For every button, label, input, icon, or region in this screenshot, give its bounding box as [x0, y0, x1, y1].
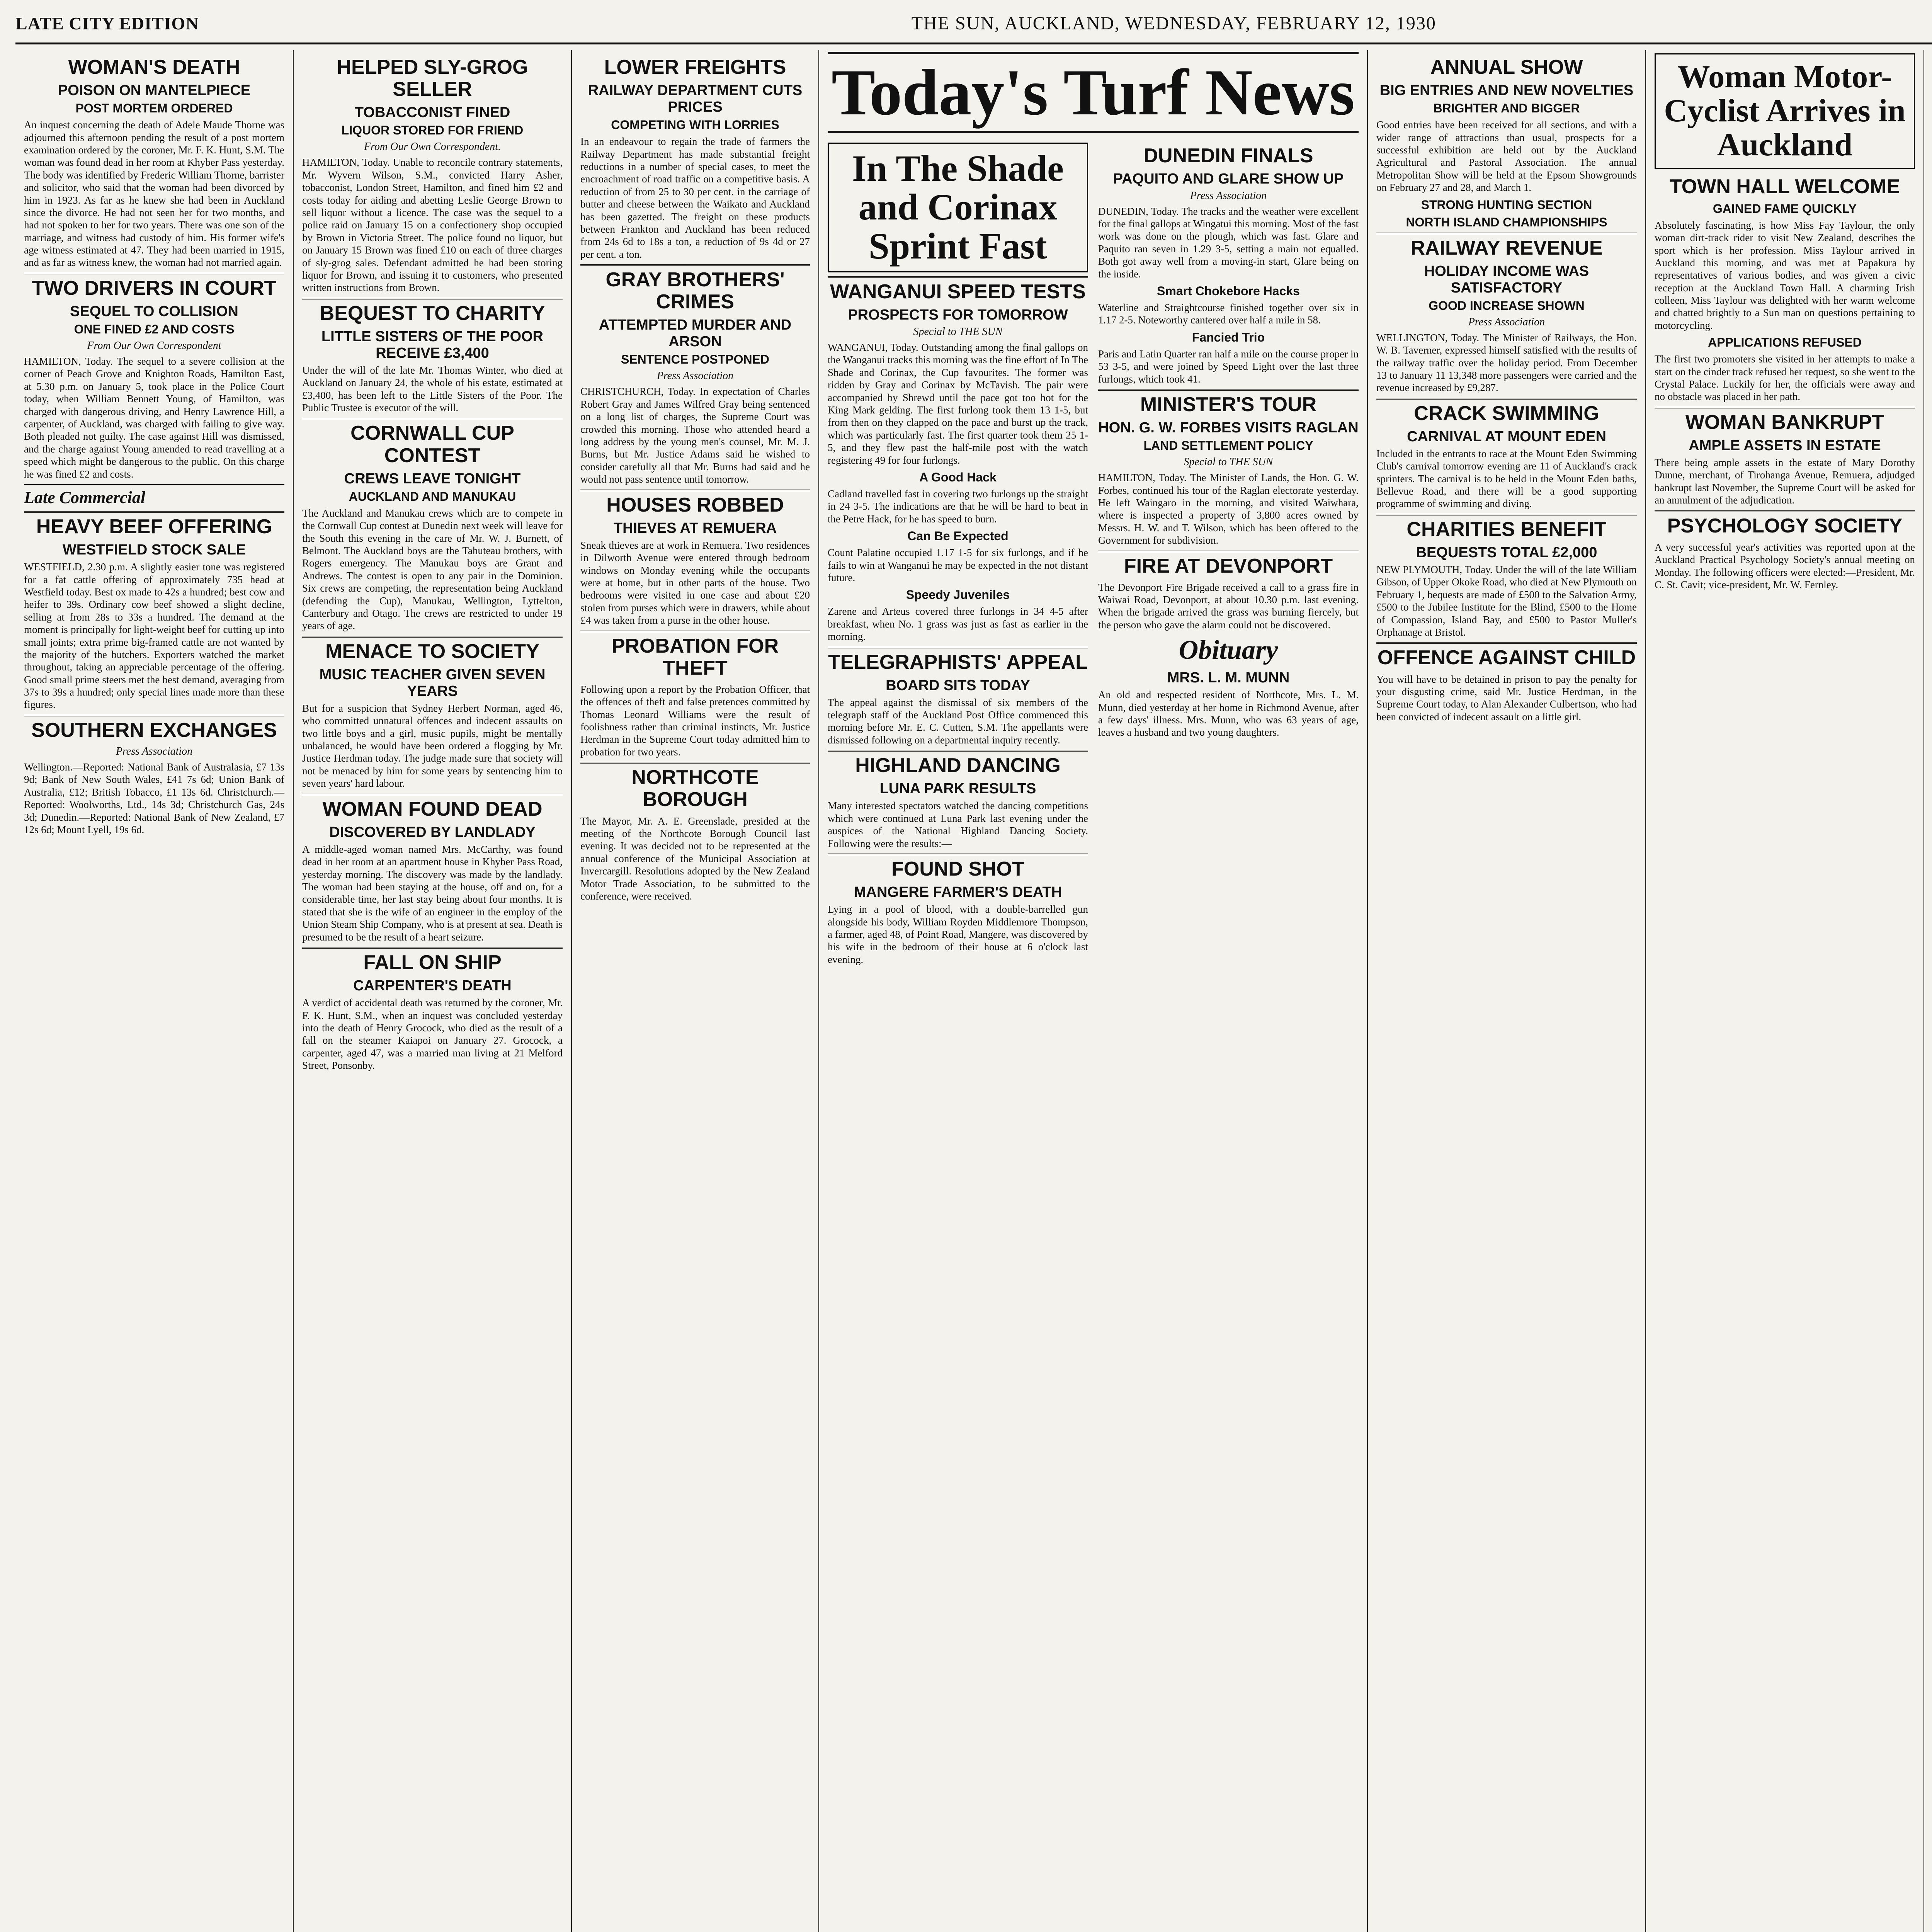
turf-right [1098, 139, 1359, 970]
article-body: HAMILTON, Today. The sequel to a severe collision at the corner of Peach Grove and Knighton Roads, Hamilton East, at 5.30 p.m. on January 5, took place in the Police Court today, when William Bennett Young, of Hamilton, was charged with dangerous driving, and Henry Lawrence Hill, a carpenter, of Auckland, was charged with failing to give way. Both pleaded not guilty. The case against Hill was dismissed, and the charge against Young amended to read travelling at a speed which might be dangerous to the public. On this charge he was fined £2 and costs. [24, 355, 284, 480]
article-headline: WOMAN'S DEATH [68, 56, 240, 78]
obituary-label: Obituary [1179, 635, 1278, 665]
article-headline: SOUTHERN EXCHANGES [24, 715, 284, 742]
article-subhead: BIG ENTRIES AND NEW NOVELTIES [1379, 82, 1634, 99]
article-body: Sneak thieves are at work in Remuera. Two residences in Dilworth Avenue were entered through bedroom windows on Monday evening while the occupants were at home, but in other parts of the house. Two bedrooms were visited in one case and about £20 stolen from purses which were in drawers, while about £4 was taken from a purse in the other house. [580, 539, 810, 626]
article-headline: PROBATION FOR THEFT [580, 631, 810, 679]
turf-left [828, 139, 1088, 970]
column-1 [15, 50, 294, 1932]
article-body: DUNEDIN, Today. The tracks and the weather were excellent for the final gallops at Wingatui this morning. Most of the fast work was done on the plough, which was fast. Glare and Paquito ran seven in 1.29 3-5, setting a main not equalled. Both got away well from a moving-in start, Glare being on the inside. [1098, 205, 1359, 280]
article-headline: RAILWAY REVENUE [1376, 233, 1637, 259]
article-subhead: DISCOVERED BY LANDLADY [329, 824, 536, 840]
article-subhead: MANGERE FARMER'S DEATH [854, 884, 1062, 901]
article-kicker: BRIGHTER AND BIGGER [1433, 101, 1580, 116]
article-credit: Press Association [656, 370, 734, 382]
section-subheading: Fancied Trio [1192, 330, 1265, 344]
article-headline: FIRE AT DEVONPORT [1098, 551, 1359, 577]
article-headline: WANGANUI SPEED TESTS [828, 276, 1088, 303]
article-kicker: GAINED FAME QUICKLY [1713, 201, 1857, 216]
column-7 [1924, 50, 1932, 1932]
article-headline: TWO DRIVERS IN COURT [24, 273, 284, 299]
article-subhead: THIEVES AT REMUERA [613, 520, 777, 536]
article-kicker: POST MORTEM ORDERED [75, 101, 233, 116]
article-headline: PSYCHOLOGY SOCIETY [1655, 510, 1915, 537]
article-subhead: CREWS LEAVE TONIGHT [344, 470, 521, 487]
section-subheading: Smart Chokebore Hacks [1157, 284, 1300, 298]
article-subhead: PAQUITO AND GLARE SHOW UP [1113, 170, 1344, 187]
turf-banner: Today's Turf News [828, 52, 1359, 133]
article-body: Good entries have been received for all sections, and with a wider range of attractions than usual, prospects for a successful exhibition are held out by the Auckland Agricultural and Pastoral Association. The annual Metropolitan Show will be held at the Epsom Showgrounds on February 27 and 28, and March 1. [1376, 119, 1637, 194]
article-subhead: RAILWAY DEPARTMENT CUTS PRICES [588, 82, 803, 116]
article-headline: MINISTER'S TOUR [1098, 389, 1359, 416]
article-credit: Special to THE SUN [913, 326, 1003, 338]
article-subhead: HOLIDAY INCOME WAS SATISFACTORY [1424, 263, 1589, 296]
article-headline: CRACK SWIMMING [1376, 398, 1637, 425]
article-credit: Press Association [1190, 189, 1267, 202]
article-body: In an endeavour to regain the trade of farmers the Railway Department has made substantial freight reductions in a number of special cases, to meet the encroachment of road traffic on a competitive basis. A reduction of from 25 to 30 per cent. in the carriage of butter and cheese between the Waikato and Auckland has been gazetted. The freight on these products between Frankton and Auckland has been reduced from 24s 6d to 18s a ton, a reduction of 9s 4d or 27 per cent. a ton. [580, 136, 810, 260]
article-body: A middle-aged woman named Mrs. McCarthy, was found dead in her room at an apartment house in Khyber Pass Road, yesterday morning. The discovery was made by the landlady. The woman had been staying at the house, off and on, for a considerable time, her last stay being about four months. It is stated that she is the wife of an engineer in the employ of the Union Steam Ship Company, who is at present at sea. Death is presumed to be the result of a heart seizure. [302, 843, 563, 943]
edition-label: LATE CITY EDITION [15, 13, 199, 33]
article-headline: TELEGRAPHISTS' APPEAL [828, 647, 1088, 673]
article-body: Following upon a report by the Probation Officer, that the offences of theft and false pretences committed by Thomas Leonard Williams were the result of foolishness rather than criminal instincts, Mr. Justice Herdman in the Supreme Court today admitted him to probation for two years. [580, 683, 810, 758]
section-subheading: NORTH ISLAND CHAMPIONSHIPS [1406, 215, 1607, 229]
article-body: There being ample assets in the estate of Mary Dorothy Dunne, merchant, of Tirohanga Avenue, Remuera, adjudged bankrupt last November, the Supreme Court will be asked for an annulment of the adjudication. [1655, 457, 1915, 506]
article-body: Wellington.—Reported: National Bank of Australasia, £7 13s 9d; Bank of New South Wales, £41 7s 6d; Union Bank of Australia, £12; British Tobacco, £1 13s 6d. Christchurch.—Reported: Woolworths, Ltd., 14s 3d; Christchurch Gas, 24s 3d; Dunedin.—Reported: National Bank of New Zealand, £7 12s 6d; Mount Lyell, 19s 6d. [24, 761, 284, 835]
article-body: The first two promoters she visited in her attempts to make a start on the cinder track refused her request, so she went to the Crystal Palace. Luckily for her, the officials were away and no obstacle was placed in her path. [1655, 353, 1915, 403]
article-headline: HELPED SLY-GROG SELLER [337, 56, 528, 101]
article-body: Cadland travelled fast in covering two furlongs up the straight in 24 3-5. The indications are that he will be hard to beat in the Petre Hack, for he has speed to burn. [828, 488, 1088, 525]
article-kicker: AUCKLAND AND MANUKAU [349, 489, 516, 503]
article-body: WELLINGTON, Today. The Minister of Railways, the Hon. W. B. Taverner, expressed himself satisfied with the results of the railway traffic over the holiday period. From December 13 to January 11 13,348 more passengers were carried and the revenue increased by £9,287. [1376, 332, 1637, 394]
article-headline: TOWN HALL WELCOME [1669, 175, 1900, 198]
article-body: NEW PLYMOUTH, Today. Under the will of the late William Gibson, of Upper Okoke Road, who died at New Plymouth on February 1, bequests are made of £500 to the Salvation Army, £500 to the Jubilee Institute for the Blind, £500 to the Home of Compassion, Island Bay, and £500 to Pastor Muller's Orphanage at Bristol. [1376, 564, 1637, 638]
article-credit: Special to THE SUN [1184, 456, 1273, 468]
article-body: Zarene and Arteus covered three furlongs in 34 4-5 after breakfast, when No. 1 grass was just as fast as earlier in the morning. [828, 605, 1088, 643]
column-4-turf [819, 50, 1368, 1932]
section-label: Late Commercial [24, 484, 284, 507]
article-kicker: SENTENCE POSTPONED [621, 352, 770, 367]
article-subhead: BOARD SITS TODAY [886, 677, 1030, 694]
article-kicker: GOOD INCREASE SHOWN [1429, 298, 1585, 313]
column-6 [1646, 50, 1924, 1932]
article-body: An inquest concerning the death of Adele Maude Thorne was adjourned this afternoon pending the result of a post mortem examination ordered by the coroner, Mr. F. K. Hunt, S.M. The woman was found dead in her room at Khyber Pass yesterday. The body was identified by Frederic William Thorne, barrister and solicitor, who said that the woman had been divorced by him in 1923. As far as he knew she had been in Auckland since the divorce. He had not seen her for two months, and had not spoken to her for two years. There was one son of the marriage, and witness had custody of him. His former wife's age witness estimated at 47. They had been married in 1915, and as far as witness knew, the woman had not married again. [24, 119, 284, 269]
article-subhead: CARPENTER'S DEATH [353, 978, 512, 994]
obituary-name: MRS. L. M. MUNN [1167, 670, 1290, 686]
article-headline: BEQUEST TO CHARITY [302, 298, 563, 325]
article-headline: HIGHLAND DANCING [828, 750, 1088, 777]
masthead [15, 4, 1932, 44]
article-headline: LOWER FREIGHTS [604, 56, 786, 78]
article-headline: FOUND SHOT [828, 854, 1088, 880]
article-headline: DUNEDIN FINALS [1143, 144, 1313, 167]
article-subhead: TOBACCONIST FINED [354, 104, 510, 121]
article-credit: Press Association [1468, 316, 1545, 328]
article-subhead: HON. G. W. FORBES VISITS RAGLAN [1098, 420, 1359, 436]
article-headline: CHARITIES BENEFIT [1376, 514, 1637, 541]
section-subheading: APPLICATIONS REFUSED [1708, 335, 1862, 350]
column-3 [572, 50, 819, 1932]
article-subhead: SEQUEL TO COLLISION [70, 303, 238, 320]
article-body: Paris and Latin Quarter ran half a mile on the course proper in 53 3-5, and were joined by Speed Light over the last three furlongs, which took 41. [1098, 348, 1359, 385]
article-body: But for a suspicion that Sydney Herbert Norman, aged 46, who committed unnatural offences and indecent assaults on two little boys and a girl, music pupils, might be mentally unbalanced, he would have been ordered a flogging by Mr. Justice Herdman today. The judge made sure that society will not be menaced by him for some years by sentencing him to seven years' hard labour. [302, 702, 563, 789]
article-headline: WOMAN FOUND DEAD [302, 794, 563, 820]
article-subhead: WESTFIELD STOCK SALE [62, 542, 246, 558]
column-2 [294, 50, 572, 1932]
article-subhead: PROSPECTS FOR TOMORROW [848, 307, 1068, 323]
article-headline: ANNUAL SHOW [1430, 56, 1583, 78]
article-body: Included in the entrants to race at the Mount Eden Swimming Club's carnival tomorrow evening are 11 of Auckland's crack sprinters. The carnival is to be held in the Mount Eden baths, Bellevue Road, and there will be a good supporting programme of swimming and diving. [1376, 447, 1637, 510]
article-headline: NORTHCOTE BOROUGH [580, 762, 810, 811]
article-body: A very successful year's activities was reported upon at the Auckland Practical Psychology Society's annual meeting on Monday. The following officers were elected:—President, Mr. C. St. Cavit; vice-president, Mr. W. Fernley. [1655, 541, 1915, 590]
article-body: WANGANUI, Today. Outstanding among the final gallops on the Wanganui tracks this morning was the fine effort of In The Shade and Corinax, the Cup favourites. The former was ridden by Gray and Corinax by McTavish. The pair were accompanied by Shrewd until the pace got too hot for the King Mark gelding. The first furlong took them 13 1-5, but from then on they clapped on the pace and burst up the track, which was particularly fast. The first quarter took them 25 1-5, and they flew past the half-mile post with the watch registering 49 for four furlongs. [828, 342, 1088, 466]
article-headline: MENACE TO SOCIETY [302, 636, 563, 663]
article-credit: From Our Own Correspondent. [364, 141, 501, 153]
turf-feature-heading: In The Shade and Corinax Sprint Fast [828, 143, 1088, 272]
article-headline: HOUSES ROBBED [580, 490, 810, 516]
article-body: Under the will of the late Mr. Thomas Winter, who died at Auckland on January 24, the whole of his estate, estimated at £3,400, has been left to the Little Sisters of the Poor. The Public Trustee is executor of the will. [302, 364, 563, 414]
article-subhead: BEQUESTS TOTAL £2,000 [1416, 544, 1597, 561]
columns [15, 50, 1932, 1932]
article-subhead: POISON ON MANTELPIECE [58, 82, 251, 99]
dateline: THE SUN, AUCKLAND, WEDNESDAY, FEBRUARY 12, 1930 [911, 13, 1436, 34]
article-subhead: AMPLE ASSETS IN ESTATE [1689, 437, 1881, 454]
article-body: An old and respected resident of Northcote, Mrs. L. M. Munn, died yesterday at her home in Richmond Avenue, after a few days' illness. Mrs. Munn, who was 63 years of age, leaves a husband and two young daughters. [1098, 689, 1359, 738]
article-body: HAMILTON, Today. Unable to reconcile contrary statements, Mr. Wyvern Wilson, S.M., convicted Harry Asher, tobacconist, London Street, Hamilton, and fined him £2 and costs today for aiding and abetting Leslie George Brown to sell liquor without a licence. The case was the sequel to a police raid on January 15 on a confectionery shop occupied by Brown in Victoria Street. The police found no liquor, but on January 15 Brown was fined £10 on each of three charges of sly-grog sales. Defendant admitted he had been storing liquor for Brown, and issuing it to customers, who presented written instructions from Brown. [302, 156, 563, 294]
article-body: The appeal against the dismissal of six members of the telegraph staff of the Auckland Post Office commenced this morning before Mr. E. C. Cutten, S.M. The appellants were dismissed following on a departmental inquiry recently. [828, 696, 1088, 746]
article-body: HAMILTON, Today. The Minister of Lands, the Hon. G. W. Forbes, continued his tour of the Raglan electorate yesterday. He left Waingaro in the morning, and visited Waiwhara, where is inspected a property of 3,800 acres owned by Messrs. H. W. and T. Wilson, which has been offered to the Government for subdivision. [1098, 472, 1359, 546]
section-subheading: STRONG HUNTING SECTION [1421, 197, 1592, 212]
article-subhead: LUNA PARK RESULTS [879, 781, 1036, 797]
article-subhead: ATTEMPTED MURDER AND ARSON [599, 317, 792, 350]
section-subheading: Can Be Expected [907, 529, 1009, 543]
article-headline: FALL ON SHIP [302, 947, 563, 974]
article-body: Count Palatine occupied 1.17 1-5 for six furlongs, and if he fails to win at Wanganui he may be expected in the not distant future. [828, 547, 1088, 583]
column-5 [1368, 50, 1646, 1932]
article-kicker: COMPETING WITH LORRIES [611, 118, 779, 132]
article-body: A verdict of accidental death was returned by the coroner, Mr. F. K. Hunt, S.M., when an inquest was concluded yesterday into the death of Henry Grocock, who died as the result of a fall on the steamer Kaiapoi on January 27. Grocock, a carpenter, aged 47, was a married man living at 21 Melford Street, Ponsonby. [302, 997, 563, 1071]
article-body: Lying in a pool of blood, with a double-barrelled gun alongside his body, William Royden Middlemore Thompson, a farmer, aged 48, of Point Road, Mangere, was discovered by his wife in the bedroom of their house at 6 o'clock last evening. [828, 903, 1088, 965]
article-subhead: LITTLE SISTERS OF THE POOR RECEIVE £3,400 [321, 328, 544, 361]
article-body: Waterline and Straightcourse finished together over six in 1.17 2-5. Noteworthy cantered over half a mile in 58. [1098, 302, 1359, 326]
article-credit: Press Association [116, 745, 193, 758]
article-body: The Auckland and Manukau crews which are to compete in the Cornwall Cup contest at Dunedin next week will leave for the South this evening in the care of Mr. W. J. Burnett, of Belmont. The Auckland boys are the Tahuteau brothers, with Rogers emergency. The Manukau boys are Grant and Andrews. The contest is open to any pair in the Dominion. Six crews are competing, the representation being Auckland (defending the Cup), Manukau, Wellington, Lyttelton, Canterbury and Otago. The crews are restricted to under 19 years of age. [302, 507, 563, 632]
article-credit: From Our Own Correspondent [87, 340, 221, 352]
section-subheading: Speedy Juveniles [906, 588, 1010, 602]
article-headline: CORNWALL CUP CONTEST [302, 418, 563, 466]
section-subheading: A Good Hack [919, 470, 997, 484]
article-body: Absolutely fascinating, is how Miss Fay Taylour, the only woman dirt-track rider to visit New Zealand, describes the sport which is her profession. Miss Taylour arrived in Auckland this morning, and was met at Papakura by representatives of various bodies, and was given a civic reception at the Auckland Town Hall. A charming Irish colleen, Miss Taylour was delighted with her warm welcome and chatted brightly to a Sun man on questions pertaining to motorcycling. [1655, 219, 1915, 331]
article-headline: GRAY BROTHERS' CRIMES [580, 264, 810, 313]
article-body: CHRISTCHURCH, Today. In expectation of Charles Robert Gray and James Wilfred Gray being sentenced on a long list of charges, the Supreme Court was crowded this morning. Those who attended heard a long address by the young men's counsel, Mr. M. J. Burns, but Mr. Justice Adams said he wished to consider carefully all that Mr. Burns had said and he would not pass sentence until tomorrow. [580, 386, 810, 485]
article-subhead: MUSIC TEACHER GIVEN SEVEN YEARS [319, 666, 546, 699]
turf-grid [828, 139, 1359, 970]
article-body: The Devonport Fire Brigade received a call to a grass fire in Waiwai Road, Devonport, at about 10.30 p.m. last evening. When the brigade arrived the grass was burning fiercely, but the person who gave the alarm could not be discovered. [1098, 581, 1359, 631]
article-body: Many interested spectators watched the dancing competitions which were continued at Luna Park last evening under the auspices of the National Highland Dancing Society. Following were the results:— [828, 800, 1088, 849]
article-body: The Mayor, Mr. A. E. Greenslade, presided at the meeting of the Northcote Borough Council last evening. It was decided not to be represented at the annual conference of the Municipal Association at Invercargill. Resolutions adopted by the New Zealand Motor Trade Association, to be submitted to the conference, were received. [580, 815, 810, 902]
article-body: WESTFIELD, 2.30 p.m. A slightly easier tone was registered for a fat cattle offering of approximately 735 head at Westfield today. Best ox made to 42s a hundred; best cow and heifer to 39s. Ordinary cow beef showed a slight decline, selling at from 28s to 33s a hundred. The demand at the moment is principally for light-weight beef for cutting up into small joints; extra prime big-framed cattle are not wanted by the majority of the butchers. Exporters watched the market throughout, taking an appreciable percentage of the offering. Good small prime steers met the best demand, averaging from 37s to 39s a hundred; only special lines made more than these figures. [24, 561, 284, 711]
article-headline: HEAVY BEEF OFFERING [24, 511, 284, 538]
article-headline: WOMAN BANKRUPT [1655, 407, 1915, 434]
article-body: You will have to be detained in prison to pay the penalty for your disgusting crime, said Mr. Justice Herdman, in the Supreme Court today, to Alan Alexander Culbertson, who had been convicted of indecent assault on a little girl. [1376, 673, 1637, 723]
article-kicker: LIQUOR STORED FOR FRIEND [341, 123, 524, 138]
article-kicker: LAND SETTLEMENT POLICY [1143, 439, 1313, 453]
article-subhead: CARNIVAL AT MOUNT EDEN [1407, 428, 1606, 445]
article-headline: OFFENCE AGAINST CHILD [1376, 642, 1637, 669]
feature-banner: Woman Motor-Cyclist Arrives in Auckland [1655, 53, 1915, 169]
article-kicker: ONE FINED £2 AND COSTS [74, 322, 235, 337]
